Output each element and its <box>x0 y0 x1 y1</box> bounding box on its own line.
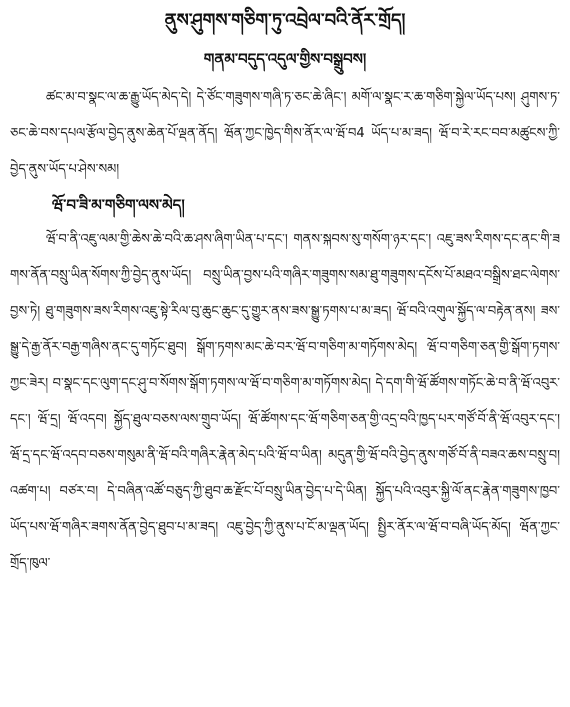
intro-paragraph: ཚང་མ་བ་སྣང་ལ་ཆ་རྒྱུ་ཡོད་མེད་དེ། དེ་ཙོང་གཟུགས་གཞི་ཏ་ཅང་ཆེ་ཞིང་། མགོ་ལ་སྣང་ར་ཆ་གཅིག་སྐྱེལ་ཡོད་པས། ཤུགས་ཏ་ཅང་ཆེ་བས་དཔལ་རྩོལ་བྱེད་ནུས་ཆེན་པོ་ལྡན་ནོད། ཝོན་ཀྱང་ཁྱེད་གིས་ནོར་ལ་ཝོ་བ4 ཡོད་པ་མ་ཟད། ཝོ་བ་རེ་རང་བབ་མཚུངས་ཀྱི་བྱེད་ནུས་ཡོད་པ་ཤེས་སམ། <box>10 90 560 177</box>
document-author: གནམ་བདུད་འདུལ་གྱིས་བསྒྲུབས། <box>203 50 367 68</box>
section-heading: ཝོ་བ་ཟི་མ་གཅིག་ལས་མེད། <box>52 196 185 214</box>
body-paragraph: ཝོ་བ་ནི་འཇུ་ལམ་གྱི་ཆེས་ཆེ་བའི་ཆ་ཤས་ཞིག་ཡིན་པ་དང་། གནས་སྐབས་སུ་གསོག་ཉར་དང་། འཇུ་ཟས་རིགས་དང་ནང་གི་ཟགས་ནོན་བསྲུ་ཡིན་སོགས་ཀྱི་བྱེད་ནུས་ཡོད། བསྲུ་ཡིན་བྱས་པའི་གཞིར་གཟུགས་སམ་ཐུ་གཟུགས་དངོས་པོ་མཐའ་བསྒྲིས་ཐང་ལེགས་བྱས་ཏེ། ཐུ་གཟུགས་ཟས་རིགས་འཇུ་སྟེ་རིལ་བུ་ཆུང་ཆུང་དུ་གྱུར་ནས་ཟས་སྒྱུ་ཏགས་པ་མ་ཟད། ཝོ་བའི་འགུལ་སྐྱོད་ལ་བརྟེན་ནས། ཟས་སྒྱུ་དེ་རྒྱ་ནོར་བརྒྱ་གཞིས་ནང་དུ་གཏོང་ཐུབ། སྒོག་ཏགས་མང་ཆེ་བར་ཝོ་བ་གཅིག་མ་གཏོགས་མེད། ཝོ་བ་གཅིག་ཅན་གྱི་སྒོག་ཏགས་ཀྱང་ཟེར། བ་སྣང་དང་ལུག་དང་ཤུ་བ་སོགས་སྒོག་ཏགས་ལ་ཝོ་བ་གཅིག་མ་གཏོགས་མེད། དེ་དག་གི་ཝོ་ཚོགས་གཏོང་ཆེ་བ་ནི་ཝོ་འབུར་དང་། ཝོ་དྲ། ཝོ་འདབ། སྐྱོད་ཐུལ་བཅས་ལས་གྲུབ་ཡོད། ཝོ་ཚོགས་དང་ཝོ་གཅིག་ཅན་གྱི་འདྲ་བའི་ཁྱད་པར་གཙོ་བོ་ནི་ཝོ་འབུར་དང་། ཝོ་དྲ་དང་ཝོ་འདབ་བཅས་གསུམ་ནི་ཝོ་བའི་གཞིར་རྣེན་མེད་པའི་ཝོ་བ་ཡིན། མདུན་གྱི་ཝོ་བའི་བྱེད་ནུས་གཙོ་བོ་ནི་བཟའ་ཆས་བསྲུ་བ། འཚག་པ། བཙར་བ། དེ་བཞིན་འཚོ་བཅུད་ཀྱི་ཐུབ་ཆ་རྫོང་པོ་བསྲུ་ཡིན་བྱེད་པ་དེ་ཡིན། སྐྱོད་པའི་འབུར་སྐྱི་ལོ་ནང་རྣེན་གཟུགས་ཁྱབ་ཡོད་པས་ཝོ་གཞིར་ཟགས་ནོན་བྱེད་ཐུབ་པ་མ་ཟད། འཇུ་བྱེད་ཀྱི་ནུས་པ་ངོ་མ་ལྡན་ཡོད། སྤྱིར་ནོར་ལ་ཝོ་བ་བཞི་ཡོད་མོད། ཝོན་ཀྱང་གྲོད་ཁུལ་ <box>10 232 560 571</box>
document-title: ནུས་ཤུགས་གཅིག་ཏུ་འབྲེལ་བའི་ནོར་གྲོད། <box>164 10 406 31</box>
